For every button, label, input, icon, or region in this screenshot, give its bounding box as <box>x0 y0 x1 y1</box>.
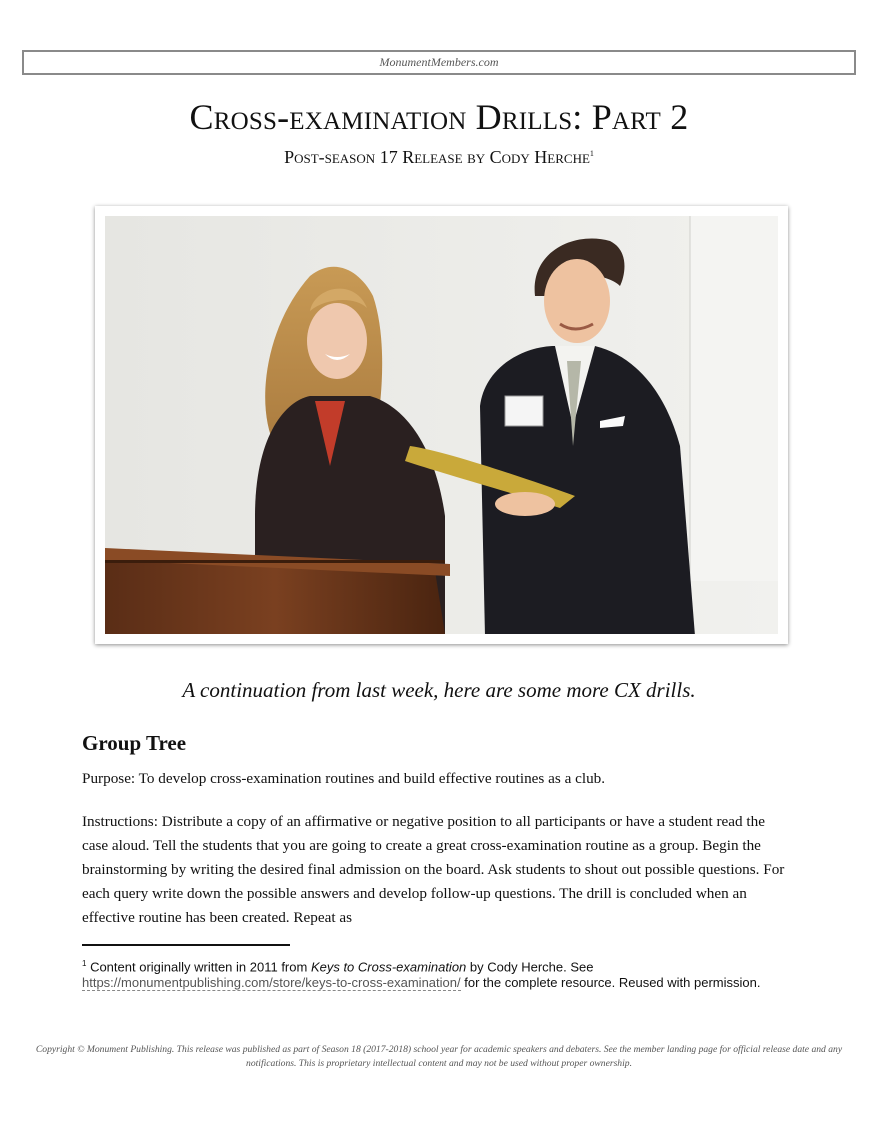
photo-frame <box>95 206 788 644</box>
lede: A continuation from last week, here are some more CX drills. <box>182 678 696 702</box>
page-subtitle <box>0 147 878 168</box>
purpose-paragraph: Purpose: To develop cross-examination routines and build effective routines as a club. <box>82 770 606 787</box>
photo-icon <box>105 216 778 634</box>
footnote-book-title: Keys to Cross-examination <box>310 959 467 975</box>
footnote-text-pre: Content originally written in 2011 from <box>86 959 311 975</box>
site-header <box>22 50 856 75</box>
footnote-ref[interactable]: 1 <box>589 149 594 158</box>
instructions-paragraph: Instructions: Distribute a copy of an affirmative or negative position to all participants or have a student read the case aloud. Tell the students that you are going to create a great cross-examination routine as a group. Begin the brainstorming by writing the desired final admission on the board. Ask students to shout out possible questions. For each query write down the possible answers and develop follow-up questions. The drill is concluded when an effective routine has been created. Repeat as <box>82 813 785 926</box>
footnote <box>82 956 782 991</box>
footnote-link[interactable]: https://monumentpublishing.com/store/keys-to-cross-examination/ <box>82 975 461 991</box>
copyright-notice: Copyright © Monument Publishing. This release was published as part of Season 18 (2017-2018) school year for academic speakers and debaters. See the member landing page for official release date and any notifications. This is proprietary intellectual content and may not be used without proper ownership. <box>35 1044 843 1069</box>
footnote-text-mid: by Cody Herche. See <box>466 959 594 975</box>
subtitle-text: Post-season 17 Release by Cody Herche <box>284 147 590 167</box>
site-name[interactable]: MonumentMembers.com <box>379 55 499 69</box>
debaters-photo <box>105 216 778 634</box>
footnote-divider <box>82 944 290 946</box>
footnote-mark: 1 <box>82 959 87 968</box>
section-heading: Group Tree <box>82 731 187 755</box>
footnote-text-post: for the complete resource. Reused with permission. <box>460 975 761 991</box>
page-title: Cross-examination Drills: Part 2 <box>189 97 689 137</box>
